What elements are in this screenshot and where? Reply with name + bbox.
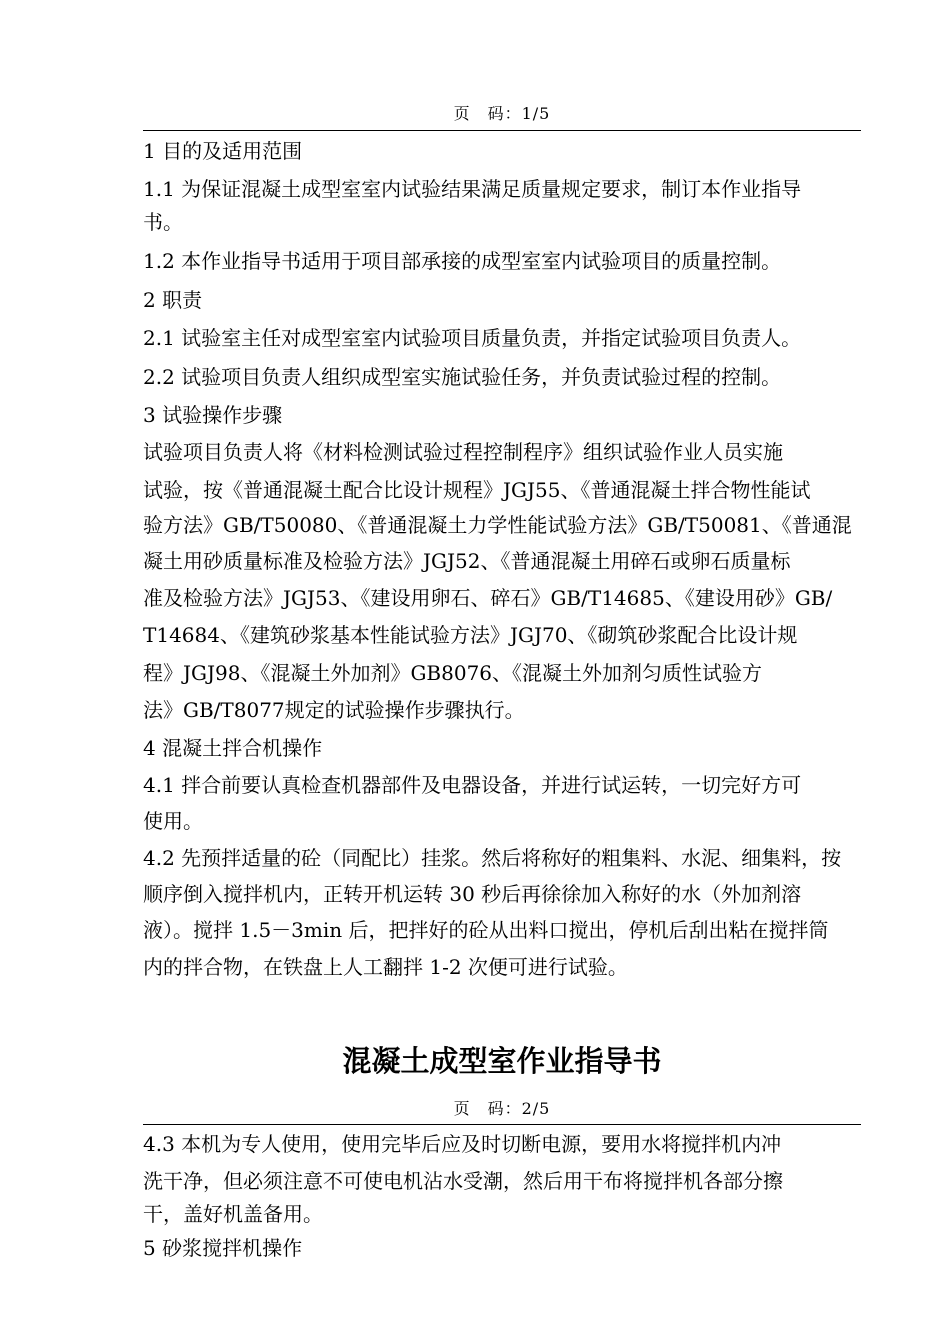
section-heading: 4 混凝土拌合机操作 [143, 736, 323, 760]
paragraph-line: 4.2 先预拌适量的砼（同配比）挂浆。然后将称好的粗集料、水泥、细集料，按 [143, 846, 842, 870]
paragraph-line: 2.1 试验室主任对成型室室内试验项目质量负责，并指定试验项目负责人。 [143, 326, 802, 350]
paragraph-line: 液）。搅拌 1.5－3min 后，把拌好的砼从出料口搅出，停机后刮出粘在搅拌筒 [143, 918, 829, 942]
paragraph-line: 干，盖好机盖备用。 [143, 1202, 323, 1226]
paragraph-line: 程》JGJ98、《混凝土外加剂》GB8076、《混凝土外加剂匀质性试验方 [143, 661, 763, 685]
paragraph-line: 试验，按《普通混凝土配合比设计规程》JGJ55、《普通混凝土拌合物性能试 [143, 478, 811, 502]
section-heading: 5 砂浆搅拌机操作 [143, 1236, 303, 1260]
paragraph-line: 1.2 本作业指导书适用于项目部承接的成型室室内试验项目的质量控制。 [143, 249, 782, 273]
paragraph-line: T14684、《建筑砂浆基本性能试验方法》JGJ70、《砌筑砂浆配合比设计规 [143, 623, 798, 647]
section-heading: 2 职责 [143, 288, 203, 312]
paragraph-line: 试验项目负责人将《材料检测试验过程控制程序》组织试验作业人员实施 [143, 440, 783, 464]
paragraph-line: 法》GB/T8077规定的试验操作步骤执行。 [143, 698, 525, 722]
paragraph-line: 使用。 [143, 809, 203, 833]
document-title: 混凝土成型室作业指导书 [342, 1044, 662, 1078]
paragraph-line: 1.1 为保证混凝土成型室室内试验结果满足质量规定要求，制订本作业指导 [143, 177, 802, 201]
header-rule [143, 1124, 861, 1125]
paragraph-line: 内的拌合物，在铁盘上人工翻拌 1-2 次便可进行试验。 [143, 955, 628, 979]
paragraph-line: 验方法》GB/T50080、《普通混凝土力学性能试验方法》GB/T50081、《普通混 [143, 513, 852, 537]
section-heading: 1 目的及适用范围 [143, 139, 303, 163]
paragraph-line: 顺序倒入搅拌机内，正转开机运转 30 秒后再徐徐加入称好的水（外加剂溶 [143, 882, 802, 906]
paragraph-line: 准及检验方法》JGJ53、《建设用卵石、碎石》GB/T14685、《建设用砂》GB/ [143, 586, 833, 610]
header-rule [143, 130, 861, 131]
paragraph-line: 洗干净，但必须注意不可使电机沾水受潮，然后用干布将搅拌机各部分擦 [143, 1169, 783, 1193]
paragraph-line: 4.1 拌合前要认真检查机器部件及电器设备，并进行试运转，一切完好方可 [143, 773, 802, 797]
section-heading: 3 试验操作步骤 [143, 403, 283, 427]
page-number-header: 页 码：1/5 [453, 104, 551, 123]
paragraph-line: 4.3 本机为专人使用，使用完毕后应及时切断电源，要用水将搅拌机内冲 [143, 1132, 782, 1156]
page-number-header: 页 码：2/5 [453, 1099, 551, 1118]
paragraph-line: 书。 [143, 210, 183, 234]
paragraph-line: 凝土用砂质量标准及检验方法》JGJ52、《普通混凝土用碎石或卵石质量标 [143, 549, 791, 573]
paragraph-line: 2.2 试验项目负责人组织成型室实施试验任务，并负责试验过程的控制。 [143, 365, 782, 389]
